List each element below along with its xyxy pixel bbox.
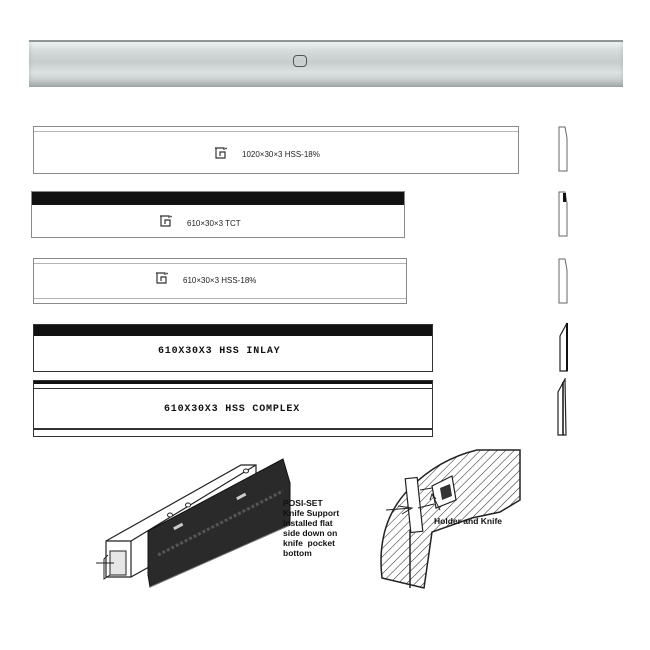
brand-logo-icon [155, 272, 168, 284]
knife-1-profile [557, 126, 569, 172]
knife-4-label: 610X30X3 HSS INLAY [158, 346, 281, 357]
knife-3-profile [557, 258, 569, 304]
posi-set-line: Knife Support [283, 508, 340, 518]
posi-set-line: side down on [283, 528, 338, 538]
posi-set-line: knife pocket [283, 538, 335, 548]
knife-2-label: 610×30×3 TCT [187, 219, 241, 228]
posi-set-line: installed flat [283, 518, 333, 528]
posi-set-line: POSI-SET [283, 498, 323, 508]
holder-and-knife-label: Holder and Knife [434, 516, 503, 526]
support-bar-drawing [88, 455, 298, 595]
blade-photo [29, 40, 623, 87]
blade-logo-icon [293, 55, 307, 67]
knife-3-label: 610×30×3 HSS-18% [183, 276, 257, 285]
posi-set-line: bottom [283, 548, 312, 558]
brand-logo-icon [159, 215, 172, 227]
knife-1-label: 1020×30×3 HSS-18% [242, 150, 320, 159]
knife-4-profile [557, 322, 569, 372]
brand-logo-icon [214, 147, 227, 159]
knife-5-label: 610X30X3 HSS COMPLEX [164, 404, 301, 415]
knife-2 [31, 191, 405, 238]
knife-2-profile [557, 191, 569, 237]
knife-5-profile [556, 378, 568, 436]
posi-set-description [283, 498, 339, 558]
